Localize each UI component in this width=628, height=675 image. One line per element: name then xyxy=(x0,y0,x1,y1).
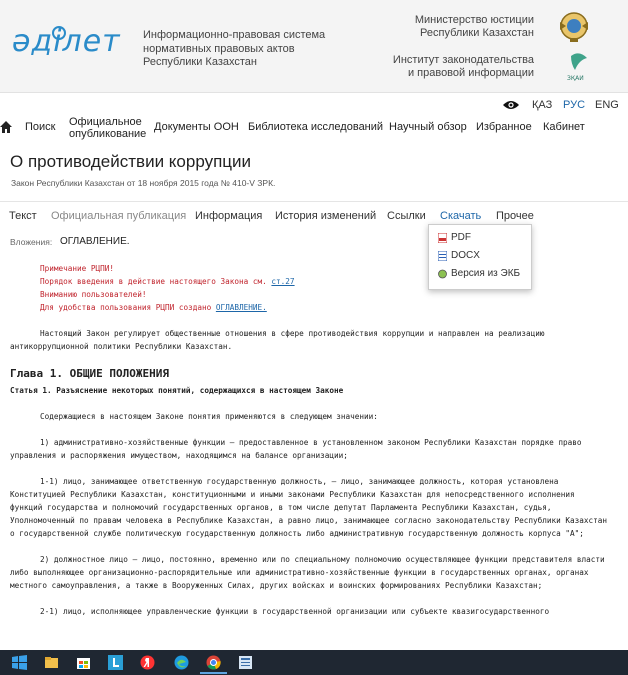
institute-logo-icon xyxy=(565,52,593,82)
note-attention: Вниманию пользователей! xyxy=(40,290,147,299)
download-docx[interactable] xyxy=(439,250,480,261)
active-app-indicator xyxy=(200,672,227,674)
ministry-line: Министерство юстиции xyxy=(414,14,534,26)
store-icon[interactable] xyxy=(76,655,91,670)
document-title: О противодействии коррупции xyxy=(10,152,252,171)
paragraph-1: 1) административно-хозяйственные функции – предоставленное в установленном законом Республики Казахстан порядке право управления и распоряжения имуществом, находящимся на балансе организации; xyxy=(10,438,582,460)
nav-official-publication[interactable]: Официальное опубликование xyxy=(69,116,147,140)
note-effective-date-text: Порядок введения в действие настоящего Закона см. xyxy=(40,277,272,286)
download-pdf[interactable] xyxy=(439,232,471,243)
ministry-emblem-icon xyxy=(556,8,592,44)
language-bar xyxy=(0,98,628,114)
article-27-link[interactable]: ст.27 xyxy=(271,277,295,286)
download-ekb-label: Версия из ЭКБ xyxy=(451,268,521,279)
document-subtitle: Закон Республики Казахстан от 18 ноября 2015 года № 410-V ЗРК. xyxy=(11,178,276,188)
windows-start-icon[interactable] xyxy=(12,655,27,670)
l-app-icon[interactable] xyxy=(108,655,123,670)
download-ekb-version[interactable] xyxy=(439,268,520,279)
system-title-line: Информационно-правовая система xyxy=(143,29,326,41)
system-title xyxy=(143,29,353,70)
tab-links[interactable]: Ссылки xyxy=(387,210,426,222)
ekb-icon xyxy=(438,269,447,279)
lang-eng[interactable]: ENG xyxy=(595,99,619,111)
home-icon[interactable] xyxy=(0,121,12,133)
institute-line: Институт законодательства xyxy=(392,54,534,66)
tab-other[interactable]: Прочее xyxy=(496,210,534,222)
tab-download[interactable]: Скачать xyxy=(440,210,482,222)
chrome-icon[interactable] xyxy=(206,655,221,670)
system-title-line: нормативных правовых актов xyxy=(143,42,295,55)
institute-name[interactable] xyxy=(393,54,534,80)
nav-un-documents[interactable]: Документы ООН xyxy=(154,121,239,133)
nav-cabinet[interactable]: Кабинет xyxy=(543,121,585,133)
logo-dot-icon xyxy=(52,26,66,40)
adilet-logo[interactable]: әділет xyxy=(12,24,121,59)
nav-favorites[interactable]: Избранное xyxy=(476,121,532,133)
edge-icon[interactable] xyxy=(174,655,189,670)
eye-icon[interactable] xyxy=(502,99,520,111)
pdf-icon xyxy=(438,233,447,243)
note-header: Примечание РЦПИ! xyxy=(40,264,115,273)
paragraph-2: 2) должностное лицо – лицо, постоянно, временно или по специальному полномочию осуществляющее функции представителя власти либо выполняющее организационно-распорядительные или административно-хозяйственные функции в государственных органах, органах местного самоуправления, а также в Вооруженных Силах, других войсках и воинских формированиях Республики Казахстан; xyxy=(10,555,605,590)
main-nav xyxy=(0,116,628,140)
lang-kaz[interactable]: ҚАЗ xyxy=(532,99,553,111)
file-explorer-icon[interactable] xyxy=(44,655,59,670)
docx-icon xyxy=(438,251,447,261)
note-toc-text: Для удобства пользования РЦПИ создано xyxy=(40,303,216,312)
download-dropdown xyxy=(428,224,532,290)
attachments-label: Вложения: xyxy=(10,237,53,247)
paragraph-2-1: 2-1) лицо, исполняющее управленческие функции в государственной организации или субъекте квазигосударственного xyxy=(40,607,550,616)
yandex-browser-icon[interactable] xyxy=(140,655,155,670)
document-body xyxy=(10,262,610,618)
tab-text[interactable]: Текст xyxy=(9,210,37,222)
article-intro: Содержащиеся в настоящем Законе понятия применяются в следующем значении: xyxy=(40,412,378,421)
system-title-line: Республики Казахстан xyxy=(143,56,257,68)
windows-taskbar xyxy=(0,650,628,675)
institute-line: и правовой информации xyxy=(407,67,534,79)
note-toc xyxy=(10,301,610,314)
tab-information[interactable]: Информация xyxy=(195,210,263,222)
article-title[interactable]: Статья 1. Разъяснение некоторых понятий, содержащихся в настоящем Законе xyxy=(10,386,344,395)
preamble-text: Настоящий Закон регулирует общественные отношения в сфере противодействия коррупции и направлен на реализацию антикоррупционной политики Республики Казахстан. xyxy=(10,329,545,351)
document-app-icon[interactable] xyxy=(238,655,253,670)
ministry-name[interactable] xyxy=(415,14,534,40)
download-pdf-label: PDF xyxy=(451,232,471,243)
document-tabs xyxy=(0,201,628,230)
tab-change-history[interactable]: История изменений xyxy=(275,210,377,222)
download-docx-label: DOCX xyxy=(451,250,480,261)
chapter-title: Глава 1. ОБЩИЕ ПОЛОЖЕНИЯ xyxy=(10,367,169,380)
nav-scientific-review[interactable]: Научный обзор xyxy=(389,121,467,133)
toc-link[interactable]: ОГЛАВЛЕНИЕ. xyxy=(215,303,267,312)
tab-official-publication[interactable]: Официальная публикация xyxy=(51,210,187,222)
institute-logo-text: ЗҚАИ xyxy=(567,75,584,82)
site-header xyxy=(0,0,628,93)
nav-research-library[interactable]: Библиотека исследований xyxy=(248,121,384,133)
attachments-toc-link[interactable]: ОГЛАВЛЕНИЕ. xyxy=(60,236,130,247)
ministry-line: Республики Казахстан xyxy=(420,27,534,39)
paragraph-1-1: 1-1) лицо, занимающее ответственную государственную должность, – лицо, занимающее должность, которая установлена Конституцией Республики Казахстан, конституционными и иными законами Республики Казахстан для непосредственного исполнения функций государства и полномочий государственных органов, в том числе депутат Парламента Республики Казахстан, судья, Уполномоченный по правам человека в Республике Казахстан, а равно лицо, занимающее согласно законодательству Республики Казахстан о государственной службе политическую государственную должность либо административную государственную должность корпуса "А"; xyxy=(10,477,608,538)
lang-rus[interactable]: РУС xyxy=(563,99,586,111)
nav-search[interactable]: Поиск xyxy=(25,121,56,133)
